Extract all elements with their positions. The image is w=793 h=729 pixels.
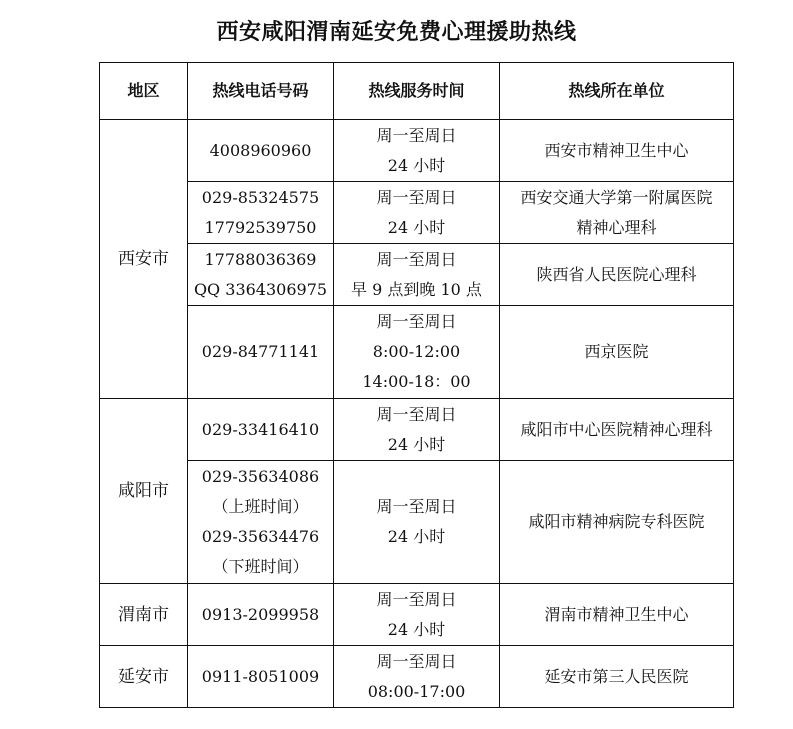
unit-line: 西安市精神卫生中心 xyxy=(544,140,689,160)
unit-cell xyxy=(500,244,734,306)
phone-note: （上班时间） xyxy=(212,497,309,516)
phone-number: 4008960960 xyxy=(209,140,312,160)
phone-cell xyxy=(188,584,334,646)
region-cell: 西安市 xyxy=(100,120,188,399)
time-line: 周一至周日 xyxy=(376,497,457,516)
region-cell: 渭南市 xyxy=(100,584,188,646)
region-cell: 咸阳市 xyxy=(100,399,188,584)
time-cell xyxy=(334,120,500,182)
unit-cell xyxy=(500,461,734,584)
qq-number: QQ 3364306975 xyxy=(193,279,328,299)
unit-cell xyxy=(500,646,734,708)
unit-cell xyxy=(500,306,734,399)
time-line: 08:00-17:00 xyxy=(367,681,466,701)
time-cell xyxy=(334,584,500,646)
phone-number: 029-35634086 xyxy=(201,467,320,486)
table-row xyxy=(100,461,734,584)
phone-number: 029-85324575 xyxy=(201,187,320,207)
time-cell xyxy=(334,461,500,584)
time-line: 24 小时 xyxy=(387,217,446,237)
unit-cell xyxy=(500,120,734,182)
time-line: 24 小时 xyxy=(387,434,446,454)
unit-line: 精神心理科 xyxy=(576,217,657,237)
unit-cell xyxy=(500,182,734,244)
page-title: 西安咸阳渭南延安免费心理援助热线 xyxy=(216,20,577,45)
time-line: 周一至周日 xyxy=(376,312,457,331)
unit-line: 西京医院 xyxy=(584,342,649,361)
header-phone: 热线电话号码 xyxy=(188,63,334,120)
table-row xyxy=(100,584,734,646)
hotline-table xyxy=(99,62,734,708)
time-line: 周一至周日 xyxy=(376,589,457,609)
unit-cell xyxy=(500,399,734,461)
header-region: 地区 xyxy=(100,63,188,120)
unit-line: 陕西省人民医院心理科 xyxy=(536,264,697,284)
phone-cell xyxy=(188,182,334,244)
time-cell xyxy=(334,182,500,244)
unit-line: 咸阳市精神病院专科医院 xyxy=(528,512,705,531)
time-cell xyxy=(334,646,500,708)
phone-number: 17788036369 xyxy=(204,249,317,269)
phone-cell xyxy=(188,244,334,306)
header-unit: 热线所在单位 xyxy=(500,63,734,120)
time-line: 14:00-18：00 xyxy=(362,372,471,391)
time-line: 24 小时 xyxy=(387,155,446,175)
table-row xyxy=(100,399,734,461)
phone-number: 0913-2099958 xyxy=(201,604,320,624)
phone-number: 029-84771141 xyxy=(201,342,320,361)
header-service-time: 热线服务时间 xyxy=(334,63,500,120)
table-row xyxy=(100,120,734,182)
phone-cell xyxy=(188,399,334,461)
time-line: 周一至周日 xyxy=(376,125,457,145)
table-row xyxy=(100,182,734,244)
phone-note: （下班时间） xyxy=(212,557,309,576)
time-line: 周一至周日 xyxy=(376,404,457,424)
phone-number: 0911-8051009 xyxy=(201,666,320,686)
phone-number: 17792539750 xyxy=(204,217,317,237)
time-line: 周一至周日 xyxy=(376,249,457,269)
time-cell xyxy=(334,306,500,399)
time-line: 24 小时 xyxy=(387,527,446,546)
time-cell xyxy=(334,244,500,306)
unit-line: 咸阳市中心医院精神心理科 xyxy=(520,419,713,439)
phone-number: 029-35634476 xyxy=(201,527,320,546)
unit-line: 西安交通大学第一附属医院 xyxy=(520,187,713,207)
phone-cell xyxy=(188,306,334,399)
table-row xyxy=(100,306,734,399)
phone-number: 029-33416410 xyxy=(201,419,320,439)
time-cell xyxy=(334,399,500,461)
table-row xyxy=(100,646,734,708)
time-line: 24 小时 xyxy=(387,619,446,639)
region-cell: 延安市 xyxy=(100,646,188,708)
time-line: 早 9 点到晚 10 点 xyxy=(351,279,482,299)
time-line: 周一至周日 xyxy=(376,651,457,671)
phone-cell xyxy=(188,646,334,708)
unit-cell xyxy=(500,584,734,646)
unit-line: 渭南市精神卫生中心 xyxy=(544,604,689,624)
phone-cell xyxy=(188,120,334,182)
phone-cell xyxy=(188,461,334,584)
unit-line: 延安市第三人民医院 xyxy=(544,666,689,686)
header-row xyxy=(100,63,734,120)
time-line: 周一至周日 xyxy=(376,187,457,207)
time-line: 8:00-12:00 xyxy=(372,342,461,361)
table-row xyxy=(100,244,734,306)
